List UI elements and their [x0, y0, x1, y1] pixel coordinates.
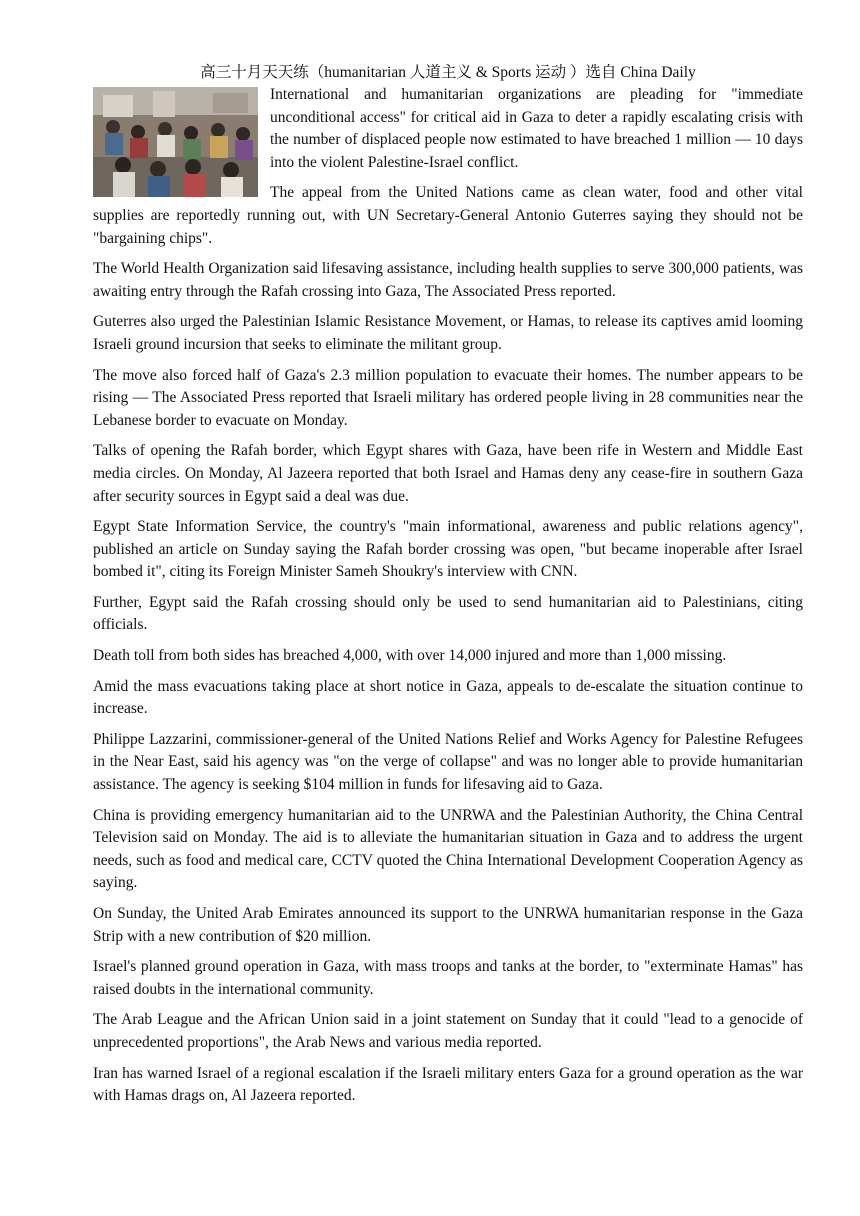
paragraph: Israel's planned ground operation in Gaza, with mass troops and tanks at the border, to "exterminate Hamas" has raised doubts in the international community. — [93, 958, 803, 998]
paragraph: Egypt State Information Service, the country's "main informational, awareness and public relations agency", published an article on Sunday saying the Rafah border crossing was open, "but became inoperable after Israel bombed it", citing its Foreign Minister Sameh Shoukry's interview with CNN. — [93, 518, 803, 581]
paragraph: Amid the mass evacuations taking place at short notice in Gaza, appeals to de-escalate the situation continue to increase. — [93, 677, 803, 718]
paragraph: International and humanitarian organizations are pleading for "immediate unconditional access" for critical aid in Gaza to deter a rapidly escalating crisis with the number of displaced people now estimated to have breached 1 million — 10 days into the violent Palestine-Israel conflict. — [270, 86, 803, 171]
paragraph: The World Health Organization said lifesaving assistance, including health supplies to serve 300,000 patients, was awaiting entry through the Rafah crossing into Gaza, The Associated Press reported. — [93, 260, 803, 300]
news-photo — [93, 87, 258, 197]
paragraph: The Arab League and the African Union said in a joint statement on Sunday that it could "lead to a genocide of unprecedented proportions", the Arab News and various media reported. — [93, 1011, 803, 1051]
paragraph: The appeal from the United Nations came as clean water, food and other vital supplies are reportedly running out, with UN Secretary-General Antonio Guterres saying they should not be "bargaining chips". — [93, 184, 803, 247]
paragraph: Talks of opening the Rafah border, which Egypt shares with Gaza, have been rife in Western and Middle East media circles. On Monday, Al Jazeera reported that both Israel and Hamas deny any cease-fire in southern Gaza after security sources in Egypt said a deal was due. — [93, 442, 803, 505]
paragraph: Guterres also urged the Palestinian Islamic Resistance Movement, or Hamas, to release its captives amid looming Israeli ground incursion that seeks to eliminate the militant group. — [93, 313, 803, 353]
page-title: 高三十月天天练（humanitarian 人道主义 & Sports 运动 ）选自 China Daily — [200, 64, 696, 81]
paragraph: Iran has warned Israel of a regional escalation if the Israeli military enters Gaza for a ground operation as the war with Hamas drags on, Al Jazeera reported. — [93, 1064, 803, 1105]
paragraph: Death toll from both sides has breached 4,000, with over 14,000 injured and more than 1,000 missing. — [93, 647, 727, 665]
paragraph: Philippe Lazzarini, commissioner-general of the United Nations Relief and Works Agency for Palestine Refugees in the Near East, said his agency was "on the verge of collapse" and was no longer able to provide humanitarian assistance. The agency is seeking $104 million in funds for lifesaving aid to Gaza. — [93, 730, 803, 794]
document-page — [93, 62, 803, 1116]
paragraph: The move also forced half of Gaza's 2.3 million population to evacuate their homes. The number appears to be rising — The Associated Press reported that Israeli military has ordered people living in 28 communities near the Lebanese border to evacuate on Monday. — [93, 366, 803, 429]
paragraph: China is providing emergency humanitarian aid to the UNRWA and the Palestinian Authority, the China Central Television said on Monday. The aid is to alleviate the humanitarian situation in Gaza and to address the urgent needs, such as food and medical care, CCTV quoted the China International Development Cooperation Agency as saying. — [93, 806, 803, 892]
paragraph: Further, Egypt said the Rafah crossing should only be used to send humanitarian aid to Palestinians, citing officials. — [93, 593, 803, 634]
photo-people-seated-on-ground-icon — [93, 87, 258, 197]
paragraph: On Sunday, the United Arab Emirates announced its support to the UNRWA humanitarian response in the Gaza Strip with a new contribution of $20 million. — [93, 905, 803, 945]
article-body — [93, 84, 803, 1108]
